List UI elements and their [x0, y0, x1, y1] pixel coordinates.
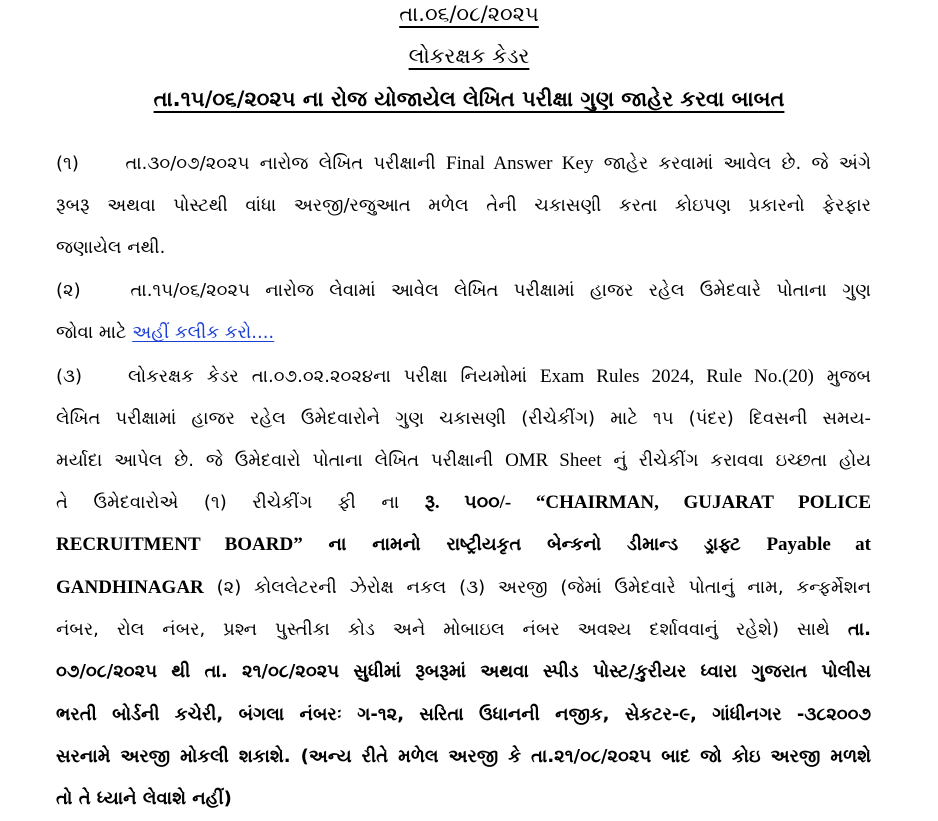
point-3-omr-sheet: OMR Sheet	[505, 450, 602, 471]
point-3-text-a: લોકરક્ષક કેડર તા.૦૭.૦૨.૨૦૨૪ના પરીક્ષા નિયમોમાં	[127, 366, 527, 387]
point-3-recruitment-board: RECRUITMENT BOARD”	[56, 534, 303, 555]
point-2-number: (૨)	[56, 280, 81, 301]
point-3-line-1	[56, 364, 871, 390]
point-3-line-4-a: તે ઉમેદવારોએ (૧) રીચેકીંગ ફી ના	[56, 492, 400, 513]
notice-date: તા.૦૬/૦૮/૨૦૨૫	[399, 2, 539, 26]
point-3-line-7-b: તા.	[847, 619, 871, 640]
point-3-payable-at: Payable at	[766, 534, 871, 555]
point-3-line-7-a: નંબર, રોલ નંબર, પ્રશ્ન પુસ્તીકા કોડ અને મોબાઇલ નંબર અવશ્ય દર્શાવવાનું રહેશે) સાથે	[56, 619, 830, 640]
point-3-line-6-b: (૨) કોલલેટરની ઝેરોક્ષ નકલ (૩) અરજી (જેમાં ઉમેદવારે પોતાનું નામ, કન્ફર્મેશન	[216, 577, 871, 598]
click-here-link[interactable]: અહીં કલીક કરો....	[132, 322, 275, 343]
point-2-text: તા.૧૫/૦૬/૨૦૨૫ નારોજ લેવામાં આવેલ લેખિત પરીક્ષામાં હાજર રહેલ ઉમેદવારે પોતાના ગુણ	[130, 280, 871, 301]
point-3-exam-rules: Exam Rules 2024, Rule No.(20)	[539, 366, 814, 387]
notice-subject: તા.૧૫/૦૬/૨૦૨૫ ના રોજ યોજાયેલ લેખિત પરીક્ષા ગુણ જાહેર કરવા બાબત	[153, 87, 785, 111]
point-3-gandhinagar: GANDHINAGAR	[56, 577, 204, 598]
point-1-line-3: જણાયેલ નથી.	[56, 237, 166, 258]
point-3-line-9: ભરતી બોર્ડની કચેરી, બંગલા નંબરઃ ગ-૧૨, સરિતા ઉધાનની નજીક, સેકટર-૯, ગાંધીનગર -૩૮૨૦૦૭	[56, 704, 871, 725]
point-2-line-1	[56, 278, 871, 304]
point-3-line-2: લેખિત પરીક્ષામાં હાજર રહેલ ઉમેદવારોને ગુણ ચકાસણી (રીચેકીંગ) માટે ૧૫ (પંદર) દિવસની સમય-	[56, 408, 871, 429]
point-3-number: (૩)	[56, 366, 83, 387]
point-3-line-3	[56, 448, 871, 474]
point-2-see-marks-text: જોવા માટે	[56, 322, 127, 343]
point-3-line-7	[56, 617, 871, 643]
point-3-line-10: સરનામે અરજી મોકલી શકાશે. (અન્ય રીતે મળેલ અરજી કે તા.૨૧/૦૮/૨૦૨૫ બાદ જો કોઇ અરજી મળશે	[56, 746, 871, 767]
point-3-line-5	[56, 532, 871, 558]
point-3-line-11: તો તે ધ્યાને લેવાશે નહીં)	[56, 788, 232, 809]
point-1-text-a: તા.૩૦/૦૭/૨૦૨૫ નારોજ લેખિત પરીક્ષાની	[125, 153, 436, 174]
point-1-number: (૧)	[56, 153, 79, 174]
point-3-line-4	[56, 490, 871, 516]
cadre-title: લોકરક્ષક કેડર	[408, 44, 530, 68]
point-1-text-c: જાહેર કરવામાં આવેલ છે. જે અંગે	[603, 153, 871, 174]
point-3-fee-chairman: રૂ. ૫૦૦/- “CHAIRMAN, GUJARAT POLICE	[424, 492, 871, 513]
point-3-line-3-a: મર્યાદા આપેલ છે. જે ઉમેદવારો પોતાના લેખિત પરીક્ષાની	[56, 450, 494, 471]
point-2-line-2	[56, 320, 871, 346]
point-1-line-1	[56, 151, 871, 177]
point-3-demand-draft: ના નામનો રાષ્ટ્રીયકૃત બેન્કનો ડીમાન્ડ ડ્રાફ્ટ	[328, 534, 741, 555]
point-1-final-answer-key: Final Answer Key	[446, 153, 594, 174]
point-3-text-c: મુજબ	[826, 366, 871, 387]
point-3-line-3-c: નું રીચેકીંગ કરાવવા ઇચ્છતા હોય	[613, 450, 871, 471]
point-3-line-8: ૦૭/૦૮/૨૦૨૫ થી તા. ૨૧/૦૮/૨૦૨૫ સુધીમાં રૂબરૂમાં અથવા સ્પીડ પોસ્ટ/કુરીયર ધ્વારા ગુજરાત પોલીસ	[56, 661, 871, 682]
point-1-line-2: રૂબરૂ અથવા પોસ્ટથી વાંધા અરજી/રજુઆત મળેલ તેની ચકાસણી કરતા કોઇપણ પ્રકારનો ફેરફાર	[56, 195, 871, 216]
point-3-line-6	[56, 575, 871, 601]
